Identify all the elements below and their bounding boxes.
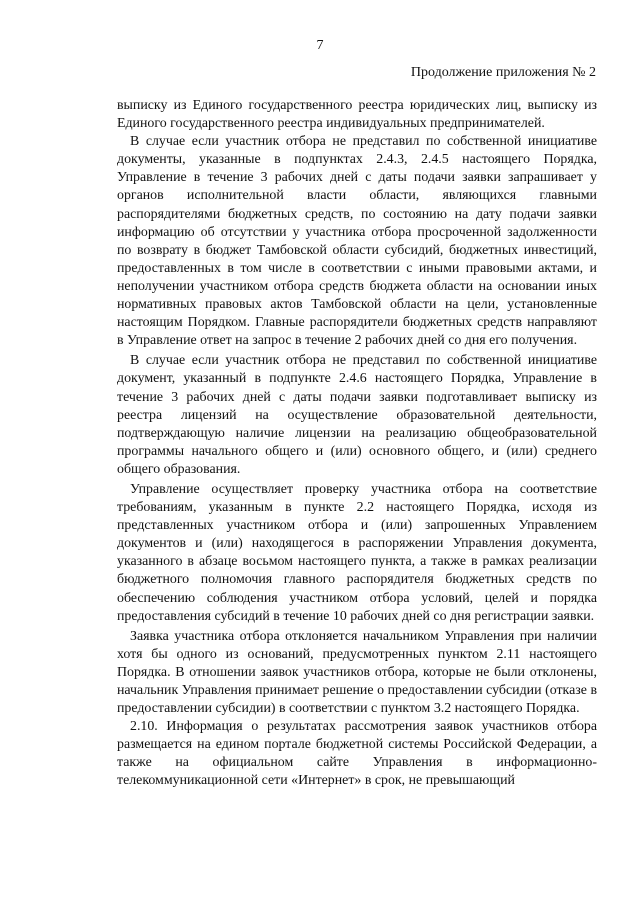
paragraph-continuation: выписку из Единого государственного реестра юридических лиц, выписку из Единого государственного реестра индивидуальных предпринимателей. [117,98,597,132]
paragraph-rejection: Заявка участника отбора отклоняется начальником Управления при наличии хотя бы одного из оснований, предусмотренных пунктом 2.11 настоящего Порядка. В отношении заявок участников отбора, которые не были отклонены, начальник Управления принимает решение о предоставлении субсидии (отказе в предоставлении субсидии) в соответствии с пунктом 3.2 настоящего Порядка. [117,628,597,717]
paragraph-request-documents: В случае если участник отбора не представил по собственной инициативе документы, указанные в подпунктах 2.4.3, 2.4.5 настоящего Порядка, Управление в течение 3 рабочих дней с даты подачи заявки запрашивает у органов исполнительной власти области, являющихся главными распорядителями бюджетных средств, по состоянию на дату подачи заявки информацию об отсутствии у участника отбора просроченной задолженности по возврату в бюджет Тамбовской области субсидий, бюджетных инвестиций, предоставленных в том числе в соответствии с иными правовыми актами, и неполучении участником отбора средств бюджета области на основании иных нормативных правовых актов Тамбовской области на цели, установленные настоящим Порядком. Главные распорядители бюджетных средств направляют в Управление ответ на запрос в течение 2 рабочих дней со дня его получения. [117,134,597,349]
paragraph-license-extract: В случае если участник отбора не представил по собственной инициативе документ, указанный в подпункте 2.4.6 настоящего Порядка, Управление в течение 3 рабочих дней с даты подачи заявки подготавливает выписку из реестра лицензий на осуществление образовательной деятельности, подтверждающую наличие лицензии на реализацию общеобразовательной программы начального общего и (или) основного общего, и (или) среднего общего образования. [117,353,597,477]
paragraph-results-publication: 2.10. Информация о результатах рассмотрения заявок участников отбора размещается на едином портале бюджетной системы Российской Федерации, а также на официальном сайте Управления в информационно-телекоммуникационной сети «Интернет» в срок, не превышающий [117,719,597,789]
page-number: 7 [316,38,324,53]
document-body [117,97,597,791]
paragraph-verification: Управление осуществляет проверку участника отбора на соответствие требованиям, указанным в пункте 2.2 настоящего Порядка, исходя из представленных участником отбора и (или) запрошенных Управлением документов и (или) находящегося в распоряжении Управления документа, указанного в абзаце восьмом настоящего пункта, а также в рамках реализации бюджетного полномочия главного распорядителя бюджетных средств по обеспечению соблюдения участником отбора условий, целей и порядка предоставления субсидий в течение 10 рабочих дней со дня регистрации заявки. [117,481,597,624]
appendix-note: Продолжение приложения № 2 [410,65,596,80]
